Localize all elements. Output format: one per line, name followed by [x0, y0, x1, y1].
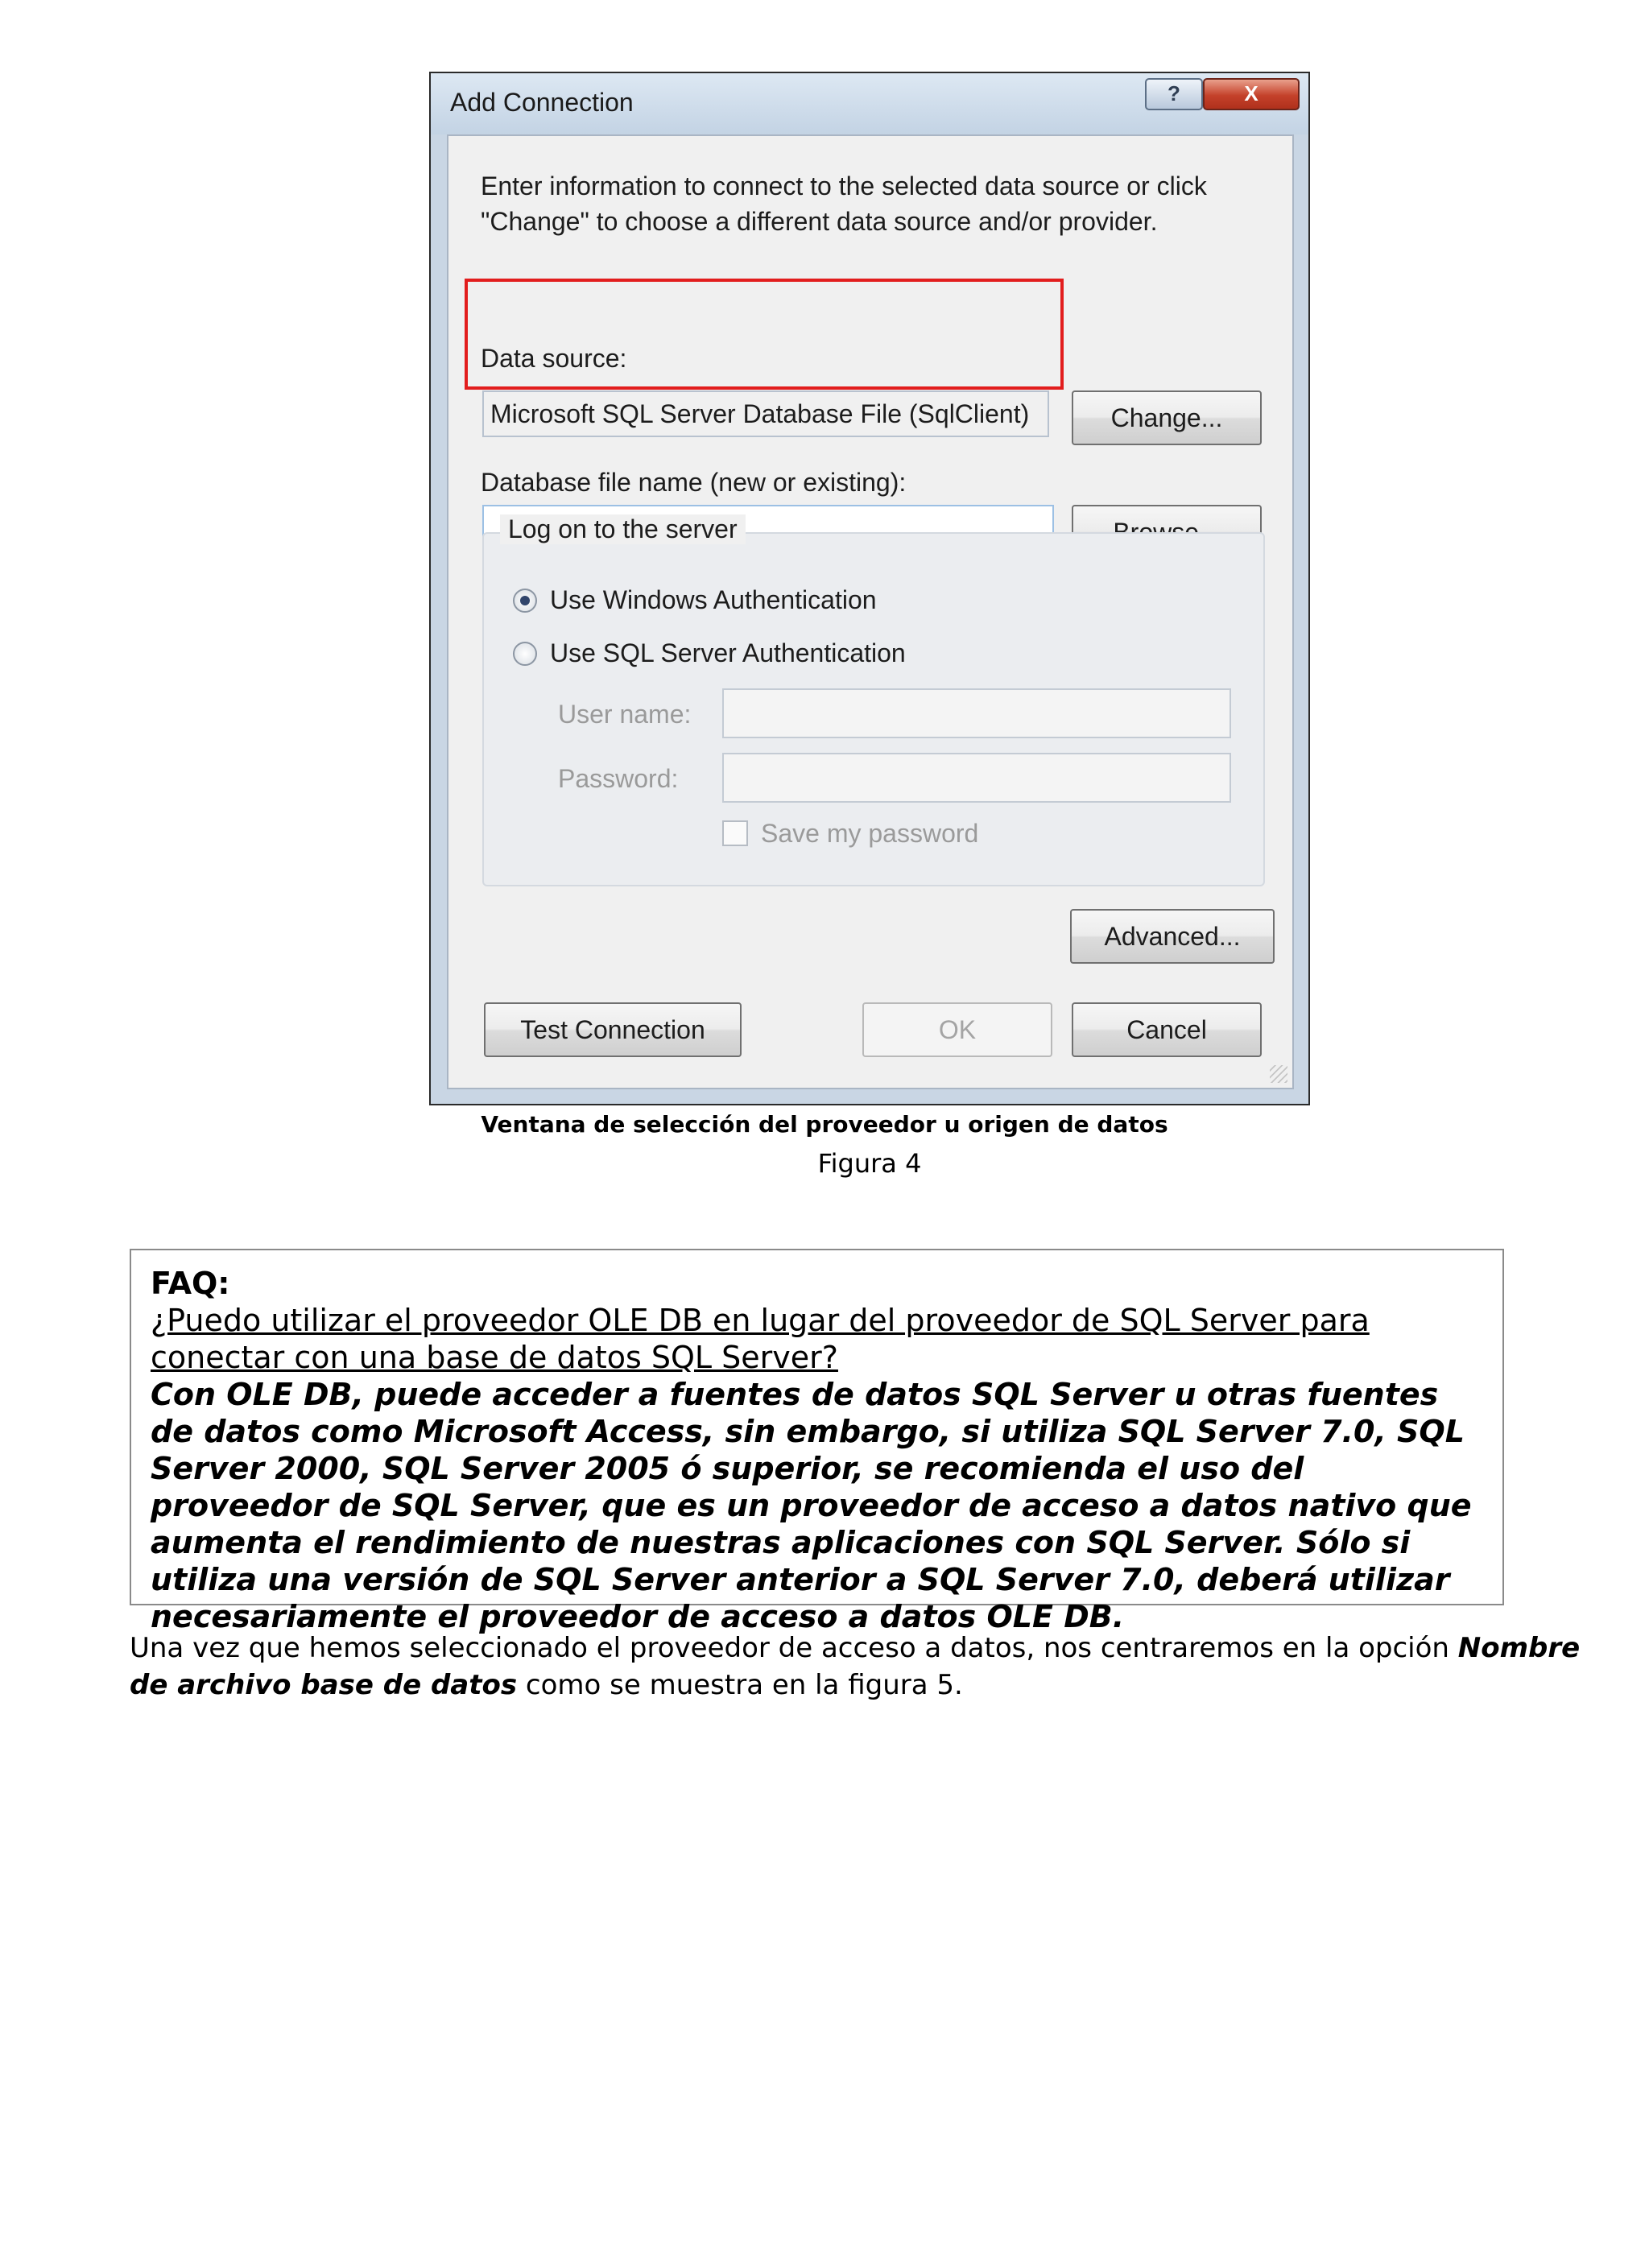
figure-caption-title: Ventana de selección del proveedor u origen de datos [481, 1111, 1168, 1138]
logon-group-title: Log on to the server [500, 514, 746, 544]
body-paragraph [130, 1630, 1595, 1704]
add-connection-dialog [429, 72, 1310, 1105]
faq-question: ¿Puedo utilizar el proveedor OLE DB en lugar del proveedor de SQL Server para conectar con una base de datos SQL Server? [151, 1303, 1370, 1375]
dialog-body [447, 134, 1294, 1089]
close-icon[interactable]: X [1203, 78, 1300, 110]
windows-auth-label[interactable]: Use Windows Authentication [550, 585, 877, 614]
advanced-button[interactable]: Advanced... [1070, 909, 1275, 964]
data-source-label: Data source: [481, 344, 627, 373]
faq-answer: Con OLE DB, puede acceder a fuentes de datos SQL Server u otras fuentes de datos como Microsoft Access, sin embargo, si utiliza SQL Server 7.0, SQL Server 2000, SQL Server 2005 ó superior, se recomienda el uso del proveedor de SQL Server, que es un proveedor de acceso a datos nativo que aumenta el rendimiento de nuestras aplicaciones con SQL Server. Sólo si utiliza una versión de SQL Server anterior a SQL Server 7.0, deberá utilizar necesariamente el proveedor de acceso a datos OLE DB. [151, 1377, 1472, 1634]
save-password-label[interactable]: Save my password [761, 819, 979, 848]
cancel-button[interactable]: Cancel [1072, 1002, 1262, 1057]
dialog-titlebar [431, 73, 1308, 134]
resize-grip-icon[interactable] [1270, 1065, 1287, 1083]
logon-group [482, 514, 1265, 886]
paragraph-text-before: Una vez que hemos seleccionado el proveedor de acceso a datos, nos centraremos en la opción [130, 1632, 1458, 1664]
sql-auth-label[interactable]: Use SQL Server Authentication [550, 638, 906, 667]
faq-box [130, 1249, 1504, 1634]
change-button[interactable]: Change... [1072, 390, 1262, 445]
user-name-label: User name: [558, 700, 692, 729]
password-input[interactable] [722, 753, 1231, 803]
test-connection-button[interactable]: Test Connection [484, 1002, 742, 1057]
radio-selected-dot [520, 596, 530, 605]
password-label: Password: [558, 764, 679, 793]
ok-button[interactable]: OK [862, 1002, 1052, 1057]
dialog-title: Add Connection [450, 88, 634, 117]
data-source-field: Microsoft SQL Server Database File (SqlClient) [482, 390, 1049, 437]
save-password-checkbox[interactable] [722, 820, 748, 846]
windows-auth-radio[interactable] [513, 589, 537, 613]
database-file-label: Database file name (new or existing): [481, 468, 907, 497]
intro-text: Enter information to connect to the selected data source or click "Change" to choose a different data source and/or provider. [481, 171, 1207, 236]
faq-heading: FAQ: [151, 1266, 230, 1301]
paragraph-text-after: como se muestra en la figura 5. [517, 1669, 963, 1701]
figure-caption-number: Figura 4 [817, 1148, 922, 1179]
sql-auth-radio[interactable] [513, 642, 537, 666]
help-icon[interactable]: ? [1145, 78, 1203, 110]
paragraph-emphasis: Nombre de archivo base de datos [130, 1632, 1581, 1701]
user-name-input[interactable] [722, 688, 1231, 738]
